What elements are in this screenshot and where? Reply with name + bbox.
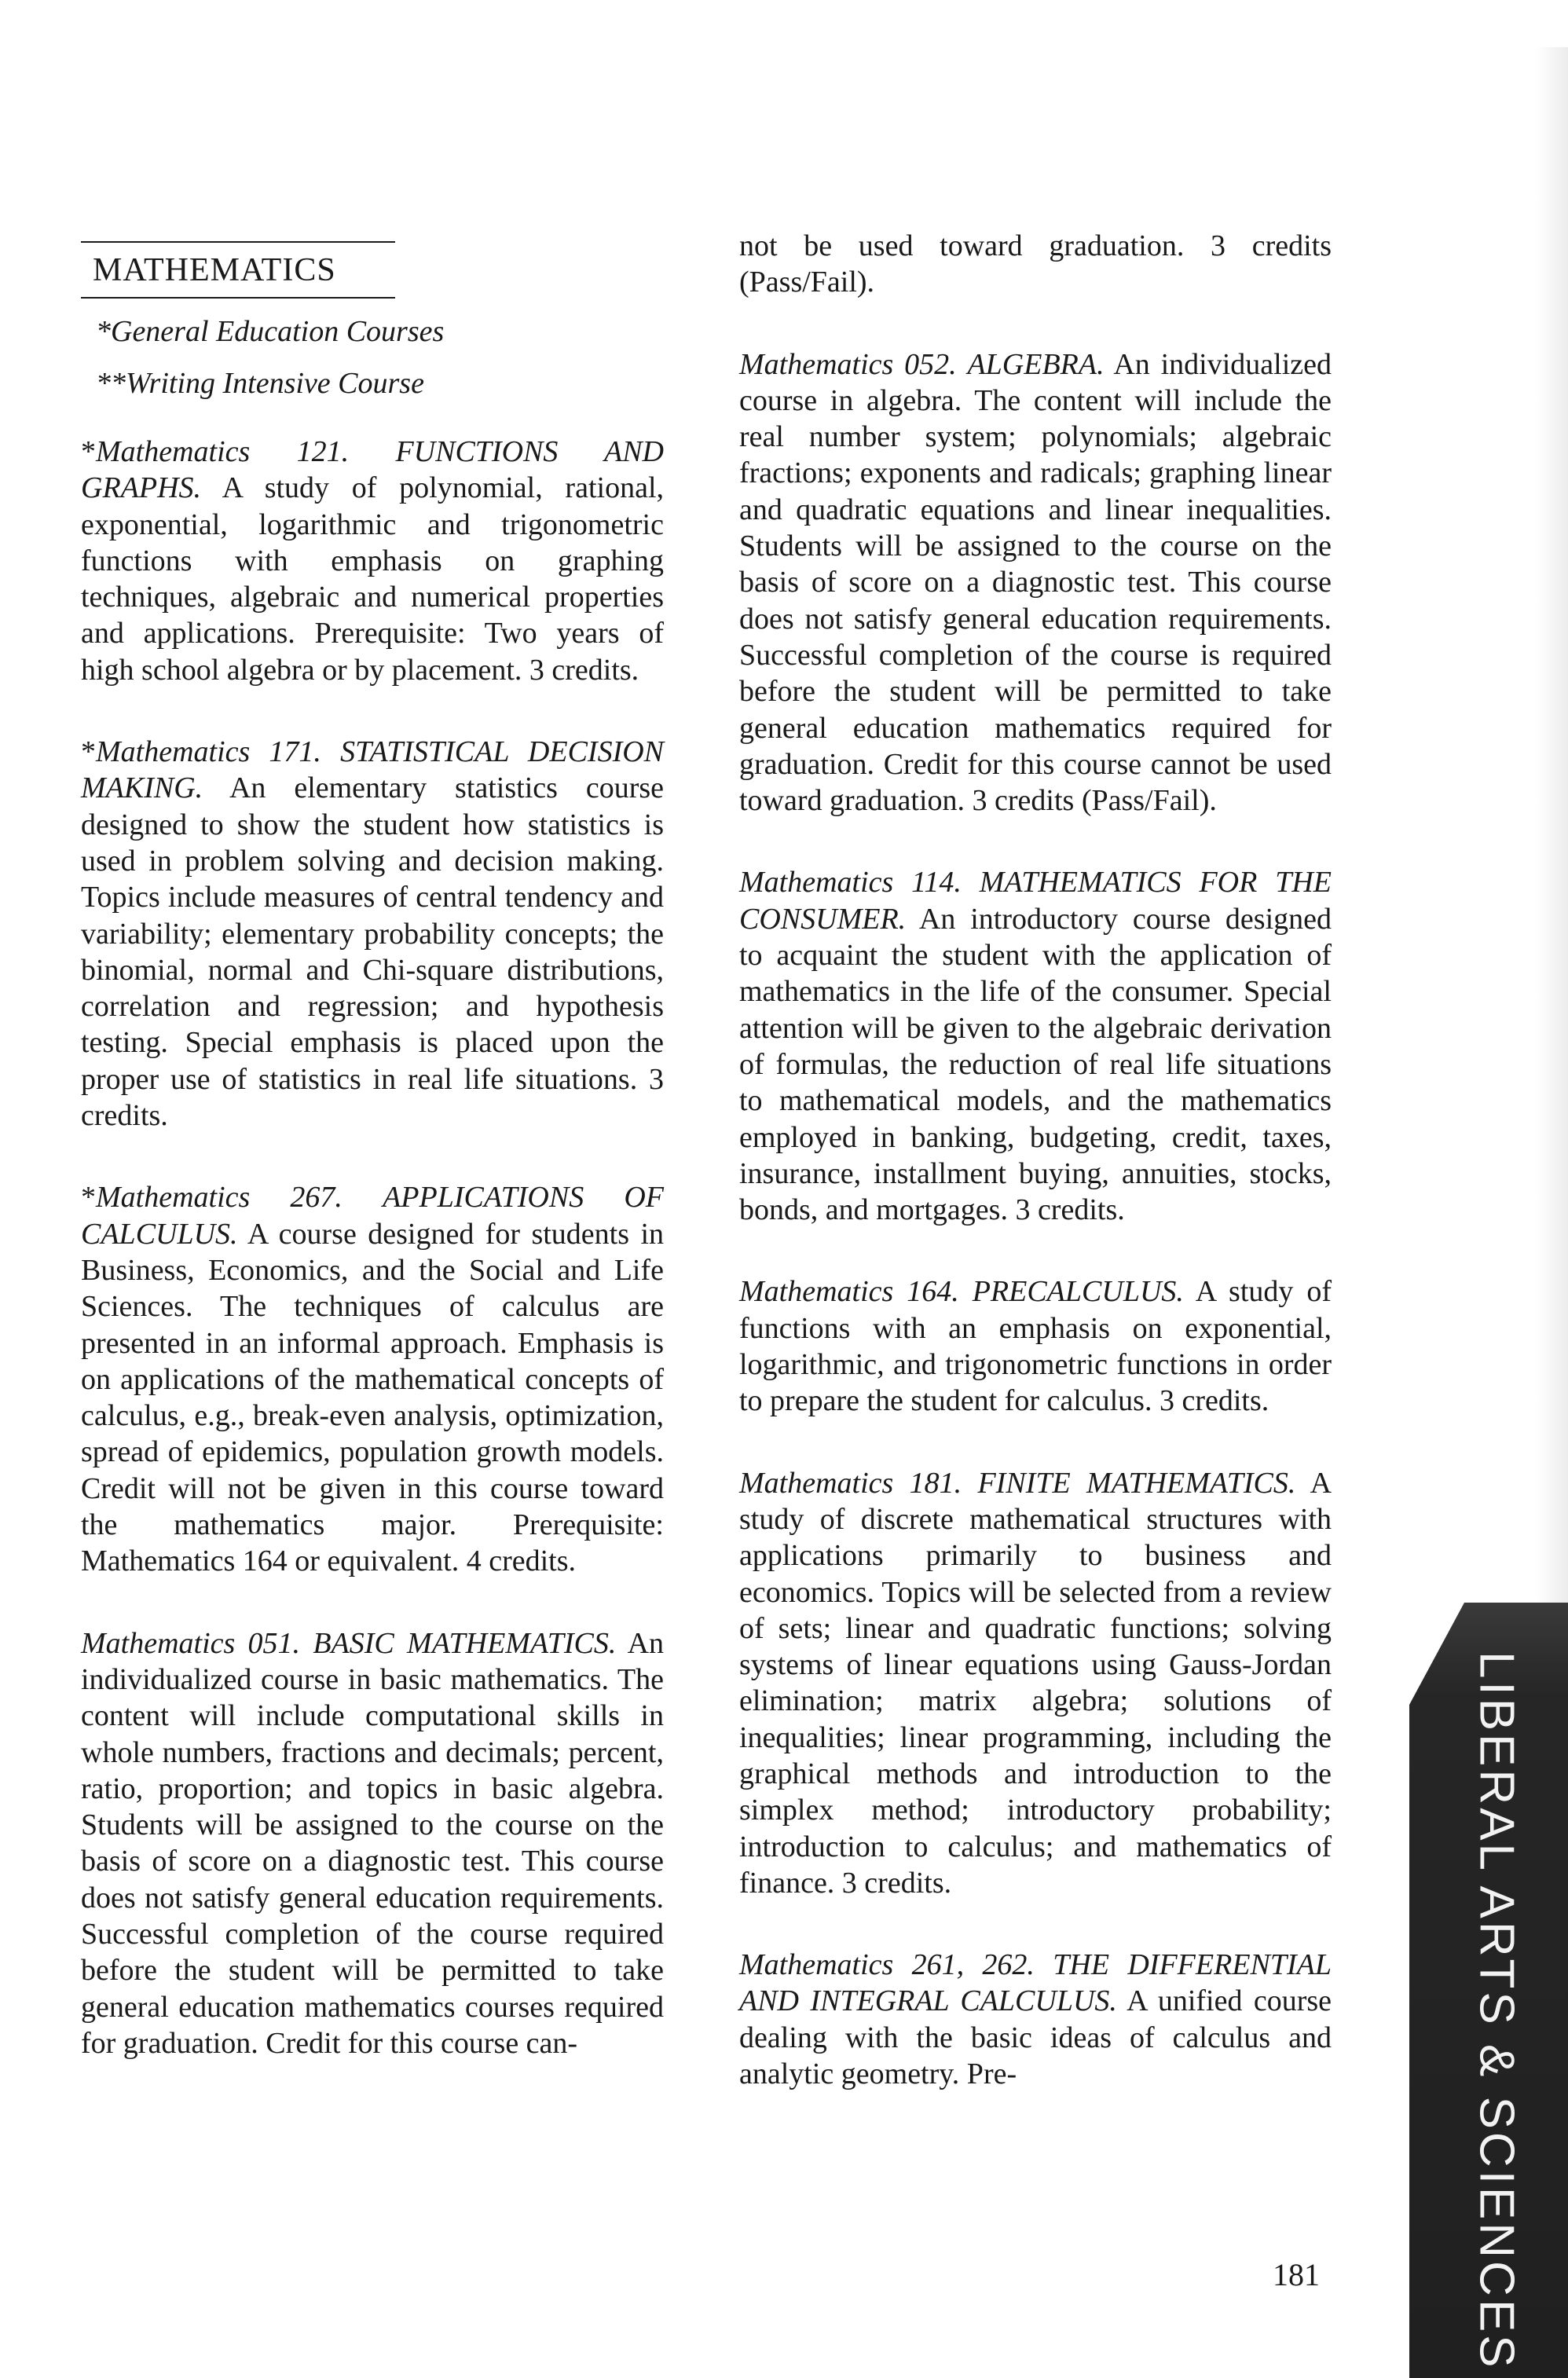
title-underline: [81, 297, 395, 299]
course-body: A course designed for students in Business, Economics, and the Social and Life Sciences. The techniques of calculus are presented in an informal approach. Emphasis is on applications of the mathematical concepts of calculus, e.g., break-even analysis, optimization, spread of epidemics, population growth models. Credit will not be given in this course toward the mathematics major. Prerequisite: Mathematics 164 or equivalent. 4 credits.: [81, 1217, 664, 1578]
course-entry-math-171: [81, 734, 664, 1134]
side-tab-label-box: [1442, 1651, 1552, 2371]
course-number: Mathematics 261, 262.: [739, 1948, 1035, 1982]
course-description: [81, 1625, 664, 2062]
course-entry-math-181: [739, 1465, 1332, 1902]
course-entry-math-164: [739, 1273, 1332, 1419]
course-body: An individualized course in basic mathematics. The content will include computational skills in whole numbers, fractions and decimals; percent, ratio, proportion; and topics in basic algebra. Students will be assigned to the course on the basis of score on a diagnostic test. This course does not satisfy general education requirements. Successful completion of the course required before the student will be permitted to take general education mathematics courses required for graduation. Credit for this course can-: [81, 1626, 665, 2060]
course-description: [739, 1465, 1332, 1902]
course-entry-math-114: [739, 864, 1332, 1228]
page-title: MATHEMATICS: [93, 252, 336, 288]
course-prefix: *: [81, 735, 96, 769]
course-body: An elementary statistics course designed to show the student how statistics is used in problem solving and decision making. Topics include measures of central tendency and variability; elementary probability concepts; the binomial, normal and Chi-square distributions, correlation and regression; and hypothesis testing. Special emphasis is placed upon the proper use of statistics in real life situations. 3 credits.: [81, 771, 665, 1133]
course-prefix: *: [81, 435, 96, 468]
course-entry-math-261-262: [739, 1947, 1332, 2092]
page-edge-shadow: [1536, 47, 1568, 1603]
course-number: Mathematics 267.: [96, 1181, 343, 1215]
course-title: FINITE MATHEMATICS.: [977, 1466, 1296, 1500]
right-column: [739, 228, 1332, 2138]
course-number: Mathematics 051.: [81, 1626, 301, 1660]
course-entry-math-121: [81, 434, 664, 688]
course-number: Mathematics 181.: [739, 1466, 962, 1500]
continued-text: [739, 228, 1332, 301]
course-title: STATISTICAL DECISION MAKING.: [81, 735, 665, 805]
course-entry-math-267: [81, 1179, 664, 1579]
course-prefix: *: [81, 1181, 96, 1215]
course-description: [739, 1273, 1332, 1419]
course-number: Mathematics 114.: [739, 866, 962, 900]
course-title: PRECALCULUS.: [972, 1275, 1184, 1309]
course-description: [81, 734, 664, 1134]
course-body: A unified course dealing with the basic ideas of calculus and analytic geometry. Pre-: [739, 1984, 1332, 2091]
course-description: [81, 1179, 664, 1579]
course-title: FUNCTIONS AND GRAPHS.: [81, 435, 664, 505]
course-title: BASIC MATHEMATICS.: [313, 1626, 617, 1660]
course-title: ALGEBRA.: [967, 347, 1105, 381]
title-top-rule: [81, 241, 395, 243]
page-number: 181: [1273, 2257, 1320, 2292]
course-description: [739, 1947, 1332, 2092]
course-body: A study of functions with an emphasis on exponential, logarithmic, and trigonometric functions in order to prepare the student for calculus. 3 credits.: [739, 1275, 1332, 1418]
left-column: [81, 434, 664, 2107]
course-description: [739, 346, 1332, 819]
course-number: Mathematics 164.: [739, 1275, 959, 1309]
course-body: An individualized course in algebra. The content will include the real number system; polynomials; algebraic fractions; exponents and radicals; graphing linear and quadratic equations and linear inequalities. Students will be assigned to the course on the basis of score on a diagnostic test. This course does not satisfy general education requirements. Successful completion of the course is required before the student will be permitted to take general education mathematics required for graduation. Credit for this course cannot be used toward graduation. 3 credits (Pass/Fail).: [739, 347, 1332, 818]
legend-general-education: *General Education Courses: [96, 315, 445, 348]
course-number: Mathematics 171.: [96, 735, 321, 769]
course-number: Mathematics 052.: [739, 347, 957, 381]
course-description: [81, 434, 664, 688]
continuation-paragraph: not be used toward graduation. 3 credits (Pass/Fail).: [739, 229, 1332, 299]
course-body: An introductory course designed to acquaint the student with the application of mathematics in the life of the consumer. Special attention will be given to the algebraic derivation of formulas, the reduction of real life situations to mathematical models, and the mathematics employed in banking, budgeting, credit, taxes, insurance, installment buying, annuities, stocks, bonds, and mortgages. 3 credits.: [739, 902, 1332, 1227]
course-entry-math-051: [81, 1625, 664, 2062]
legend-writing-intensive: **Writing Intensive Course: [96, 367, 424, 400]
course-number: Mathematics 121.: [96, 435, 350, 468]
side-tab-notch: [1409, 1603, 1464, 1705]
course-title: THE DIFFERENTIAL AND INTEGRAL CALCULUS.: [739, 1948, 1332, 2018]
side-tab-label: LIBERAL ARTS & SCIENCES: [1469, 1651, 1524, 2371]
course-title: MATHEMATICS FOR THE CONSUMER.: [739, 866, 1332, 936]
course-entry-math-052: [739, 346, 1332, 819]
course-title: APPLICATIONS OF CALCULUS.: [81, 1181, 664, 1251]
course-description: [739, 864, 1332, 1228]
course-body: A study of discrete mathematical structures with applications primarily to business and economics. Topics will be selected from a review of sets; linear and quadratic functions; solving systems of linear equations using Gauss-Jordan elimination; matrix algebra; solutions of inequalities; linear programming, including the graphical methods and introduction to the simplex method; introductory probability; introduction to calculus; and mathematics of finance. 3 credits.: [739, 1466, 1332, 1900]
course-body: A study of polynomial, rational, exponential, logarithmic and trigonometric functions with emphasis on graphing techniques, algebraic and numerical properties and applications. Prerequisite: Two years of high school algebra or by placement. 3 credits.: [81, 471, 664, 687]
